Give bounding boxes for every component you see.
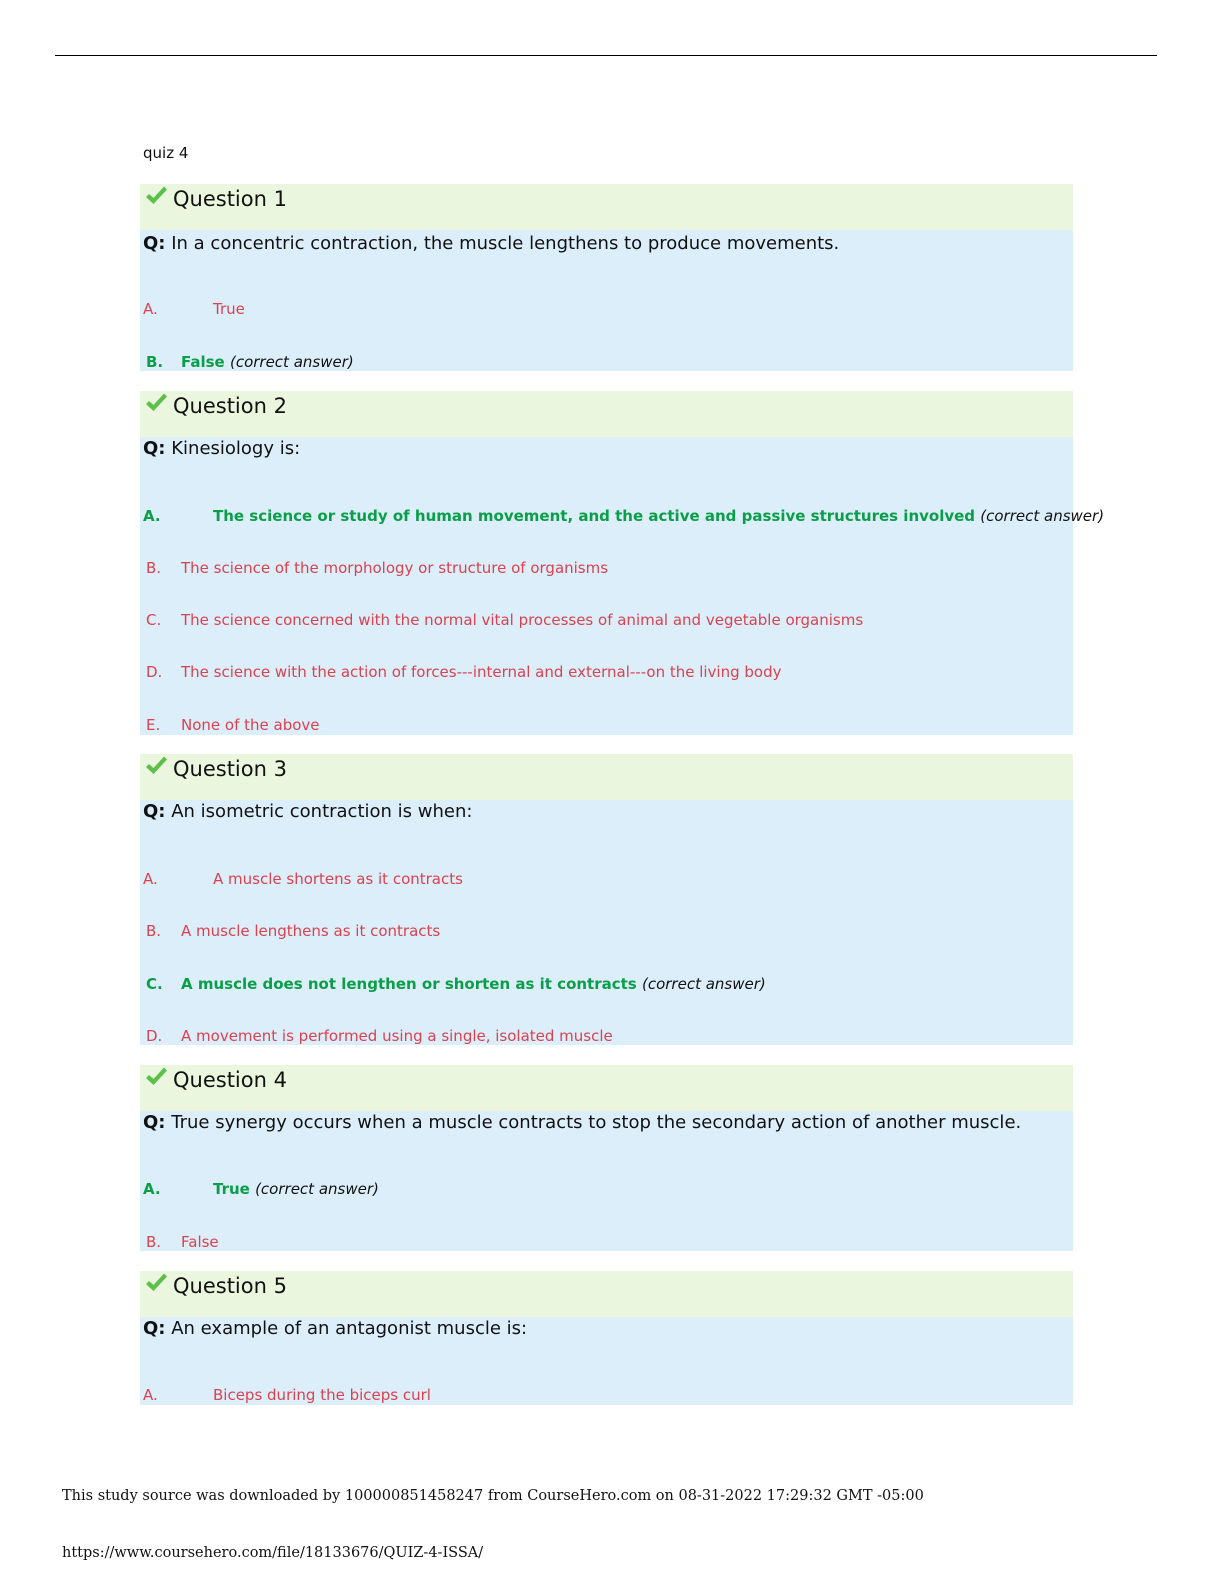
question-prefix: Q: <box>143 233 166 254</box>
option-label: Biceps during the biceps curl <box>213 1386 431 1404</box>
checkmark-icon <box>144 184 168 208</box>
question-title: Question 1 <box>173 187 287 211</box>
source-url[interactable]: https://www.coursehero.com/file/18133676/QUIZ-4-ISSA/ <box>62 1545 484 1561</box>
checkmark-icon <box>144 754 168 778</box>
question-block <box>140 1065 1073 1251</box>
option-text <box>213 1385 431 1405</box>
question-text <box>143 1317 527 1341</box>
option-text <box>213 299 245 319</box>
question-block <box>140 1271 1073 1405</box>
question-text-content: In a concentric contraction, the muscle lengthens to produce movements. <box>171 233 840 254</box>
question-prefix: Q: <box>143 1318 166 1339</box>
option-letter: D. <box>146 1027 163 1045</box>
option-letter: C. <box>146 611 162 629</box>
option-label: The science of the morphology or structure of organisms <box>181 559 609 577</box>
option-text <box>181 974 766 994</box>
question-text-content: An example of an antagonist muscle is: <box>171 1318 528 1339</box>
option-letter: A. <box>143 1386 158 1404</box>
checkmark-icon <box>144 1065 168 1089</box>
option-letter: A. <box>143 507 161 525</box>
option-letter: B. <box>146 353 164 371</box>
quiz-title: quiz 4 <box>143 144 189 162</box>
option-label: A muscle does not lengthen or shorten as it contracts <box>181 975 637 993</box>
option-label: True <box>213 1180 250 1198</box>
option-text <box>181 1232 219 1252</box>
question-title: Question 5 <box>173 1274 287 1298</box>
question-title: Question 2 <box>173 394 287 418</box>
question-header <box>140 1271 1073 1317</box>
option-text <box>181 662 782 682</box>
question-title: Question 4 <box>173 1068 287 1092</box>
question-text-content: An isometric contraction is when: <box>171 801 473 822</box>
question-body <box>140 1111 1073 1251</box>
checkmark-icon <box>144 1271 168 1295</box>
question-body <box>140 1317 1073 1405</box>
correct-answer-note: (correct answer) <box>229 353 354 371</box>
question-header <box>140 391 1073 437</box>
correct-answer-note: (correct answer) <box>255 1180 379 1198</box>
question-block <box>140 754 1073 1045</box>
option-letter: D. <box>146 663 163 681</box>
question-text <box>143 1111 1021 1135</box>
option-label: The science or study of human movement, and the active and passive structures involved <box>213 507 976 525</box>
option-text <box>181 558 608 578</box>
question-body <box>140 800 1073 1045</box>
question-prefix: Q: <box>143 801 166 822</box>
correct-answer-note: (correct answer) <box>980 507 1105 525</box>
option-label: False <box>181 353 225 371</box>
checkmark-icon <box>144 391 168 415</box>
option-text <box>213 1179 379 1199</box>
question-text-content: True synergy occurs when a muscle contracts to stop the secondary action of another muscle. <box>171 1112 1022 1133</box>
question-title: Question 3 <box>173 757 287 781</box>
correct-answer-note: (correct answer) <box>641 975 766 993</box>
option-letter: B. <box>146 1233 162 1251</box>
option-letter: A. <box>143 870 158 888</box>
option-text <box>181 921 440 941</box>
question-body <box>140 230 1073 371</box>
question-block <box>140 391 1105 735</box>
option-text <box>181 610 863 630</box>
option-letter: B. <box>146 559 162 577</box>
option-label: False <box>181 1233 219 1251</box>
option-label: None of the above <box>181 716 320 734</box>
option-text <box>181 715 320 735</box>
option-letter: A. <box>143 300 158 318</box>
option-text <box>213 869 463 889</box>
question-header <box>140 184 1073 230</box>
option-label: A muscle lengthens as it contracts <box>181 922 441 940</box>
option-letter: B. <box>146 922 162 940</box>
option-letter: C. <box>146 975 163 993</box>
option-label: True <box>213 300 245 318</box>
top-rule <box>55 55 1157 56</box>
question-text <box>143 800 472 824</box>
option-text <box>213 506 1104 526</box>
question-header <box>140 754 1073 800</box>
question-block <box>140 184 1073 371</box>
option-text <box>181 352 354 372</box>
question-prefix: Q: <box>143 438 166 459</box>
download-notice: This study source was downloaded by 100000851458247 from CourseHero.com on 08-31-2022 17:29:32 GMT -05:00 <box>62 1488 924 1504</box>
option-letter: E. <box>146 716 161 734</box>
question-text <box>143 232 839 256</box>
option-label: The science concerned with the normal vital processes of animal and vegetable organisms <box>181 611 864 629</box>
question-prefix: Q: <box>143 1112 166 1133</box>
option-letter: A. <box>143 1180 161 1198</box>
option-label: A movement is performed using a single, isolated muscle <box>181 1027 613 1045</box>
question-body <box>140 437 1105 735</box>
option-label: A muscle shortens as it contracts <box>213 870 463 888</box>
option-label: The science with the action of forces---internal and external---on the living body <box>181 663 782 681</box>
question-header <box>140 1065 1073 1111</box>
question-text-content: Kinesiology is: <box>171 438 301 459</box>
option-text <box>181 1026 613 1046</box>
question-text <box>143 437 300 461</box>
